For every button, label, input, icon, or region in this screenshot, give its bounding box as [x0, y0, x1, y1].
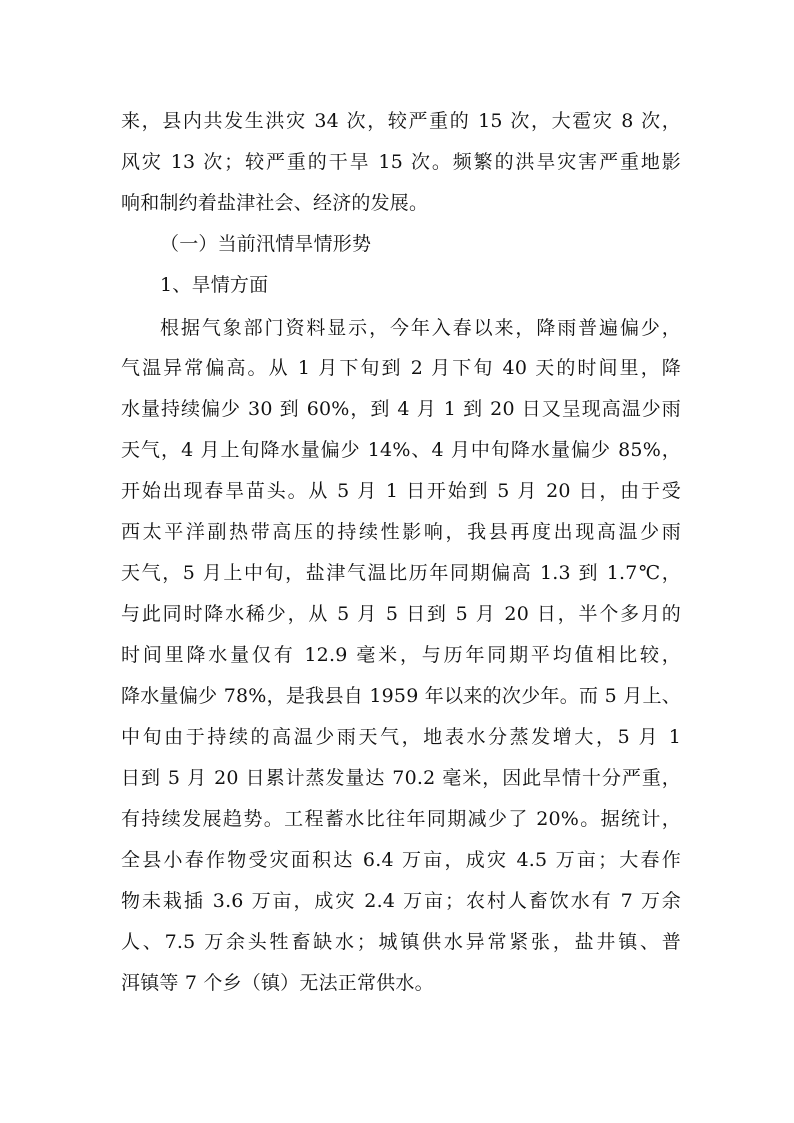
paragraph-line: 人、7.5 万余头牲畜缺水；城镇供水异常紧张，盐井镇、普: [121, 931, 681, 953]
paragraph-line: 水量持续偏少 30 到 60%，到 4 月 1 到 20 日又呈现高温少雨: [121, 398, 681, 420]
paragraph-line: 响和制约着盐津社会、经济的发展。: [121, 192, 429, 214]
paragraph-first-line: 根据气象部门资料显示，今年入春以来，降雨普遍偏少，: [160, 317, 681, 339]
paragraph-line: 西太平洋副热带高压的持续性影响，我县再度出现高温少雨: [121, 521, 681, 543]
paragraph-line: 有持续发展趋势。工程蓄水比往年同期减少了 20%。据统计，: [121, 808, 681, 830]
section-heading: （一）当前汛情旱情形势: [160, 233, 372, 255]
paragraph-line: 天气，4 月上旬降水量偏少 14%、4 月中旬降水量偏少 85%，: [121, 439, 681, 461]
paragraph-line: 开始出现春旱苗头。从 5 月 1 日开始到 5 月 20 日，由于受: [121, 480, 681, 502]
paragraph-line: 与此同时降水稀少，从 5 月 5 日到 5 月 20 日，半个多月的: [121, 603, 681, 625]
paragraph-line: 物未栽插 3.6 万亩，成灾 2.4 万亩；农村人畜饮水有 7 万余: [121, 890, 681, 912]
paragraph-line: 降水量偏少 78%，是我县自 1959 年以来的次少年。而 5 月上、: [121, 685, 681, 707]
paragraph-line: 日到 5 月 20 日累计蒸发量达 70.2 毫米，因此旱情十分严重，: [121, 767, 681, 789]
paragraph-line: 洱镇等 7 个乡（镇）无法正常供水。: [121, 972, 434, 994]
paragraph-line: 风灾 13 次；较严重的干旱 15 次。频繁的洪旱灾害严重地影: [121, 151, 681, 173]
paragraph-line: 中旬由于持续的高温少雨天气，地表水分蒸发增大，5 月 1: [121, 726, 681, 748]
paragraph-line: 全县小春作物受灾面积达 6.4 万亩，成灾 4.5 万亩；大春作: [121, 849, 681, 871]
paragraph-line: 时间里降水量仅有 12.9 毫米，与历年同期平均值相比较，: [121, 644, 681, 666]
paragraph-line: 来，县内共发生洪灾 34 次，较严重的 15 次，大雹灾 8 次，: [121, 110, 681, 132]
paragraph-line: 天气，5 月上中旬，盐津气温比历年同期偏高 1.3 到 1.7℃，: [121, 562, 681, 584]
subsection-heading: 1、旱情方面: [160, 274, 269, 296]
paragraph-line: 气温异常偏高。从 1 月下旬到 2 月下旬 40 天的时间里，降: [121, 357, 681, 379]
